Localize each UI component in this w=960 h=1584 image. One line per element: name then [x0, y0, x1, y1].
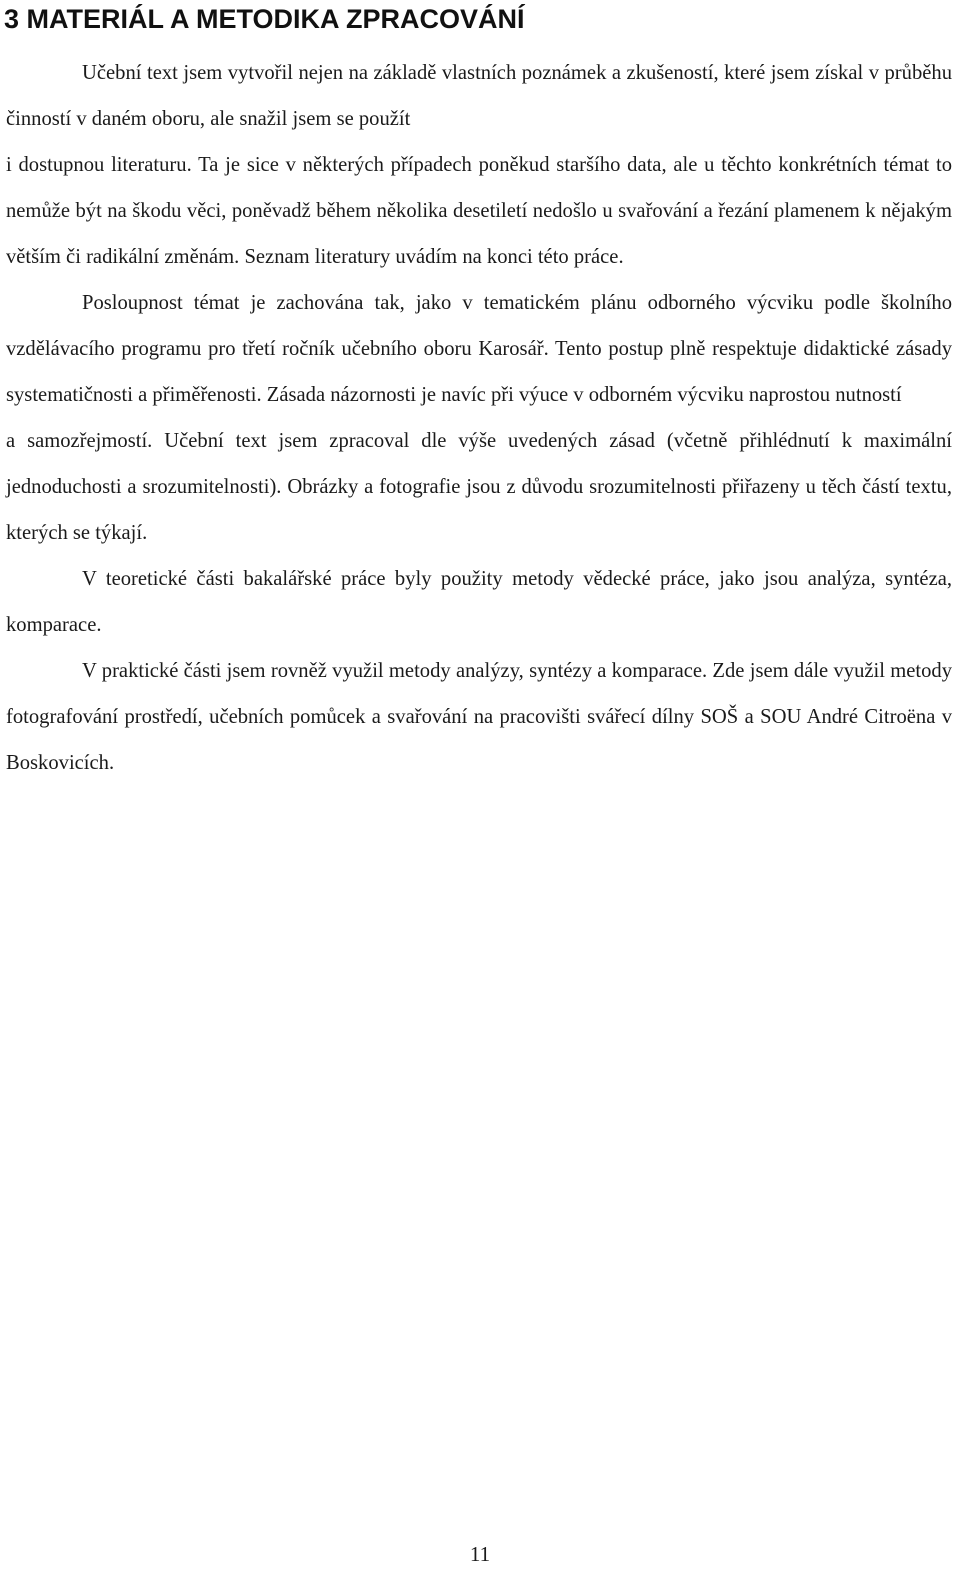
paragraph-2-part-1: Posloupnost témat je zachována tak, jako v tematickém plánu odborného výcviku podle školního vzdělávacího programu pro třetí ročník učebního oboru Karosář. Tento postup plně respektuje didaktické zásady systematičnosti a přiměřenosti. Zásada názornosti je navíc při výuce v odborném výcviku naprostou nutností	[6, 292, 952, 406]
paragraph-1-part-2: i dostupnou literaturu. Ta je sice v některých případech poněkud staršího data, ale u těchto konkrétních témat to nemůže být na škodu věci, poněvadž během několika desetiletí nedošlo u svařování a řezání plamenem k nějakým větším či radikální změnám. Seznam literatury uvádím na konci této práce.	[6, 154, 952, 268]
paragraph-1-part-1: Učební text jsem vytvořil nejen na základě vlastních poznámek a zkušeností, které jsem získal v průběhu činností v daném oboru, ale snažil jsem se použít	[6, 62, 952, 130]
page-number: 11	[469, 1542, 491, 1566]
page-title: 3 MATERIÁL A METODIKA ZPRACOVÁNÍ	[4, 4, 525, 34]
paragraph-4-text: V praktické části jsem rovněž využil metody analýzy, syntézy a komparace. Zde jsem dále využil metody fotografování prostředí, učebních pomůcek a svařování na pracovišti svářecí dílny SOŠ a SOU André Citroëna v Boskovicích.	[6, 660, 952, 774]
paragraph-3-text: V teoretické části bakalářské práce byly použity metody vědecké práce, jako jsou analýza, syntéza, komparace.	[6, 568, 952, 636]
body-text	[6, 50, 952, 786]
paragraph-2-part-2: a samozřejmostí. Učební text jsem zpracoval dle výše uvedených zásad (včetně přihlédnutí k maximální jednoduchosti a srozumitelnosti). Obrázky a fotografie jsou z důvodu srozumitelnosti přiřazeny u těch částí textu, kterých se týkají.	[6, 430, 952, 544]
paragraph-1	[6, 50, 952, 280]
paragraph-4	[6, 648, 952, 786]
paragraph-3	[6, 556, 952, 648]
paragraph-2	[6, 280, 952, 556]
